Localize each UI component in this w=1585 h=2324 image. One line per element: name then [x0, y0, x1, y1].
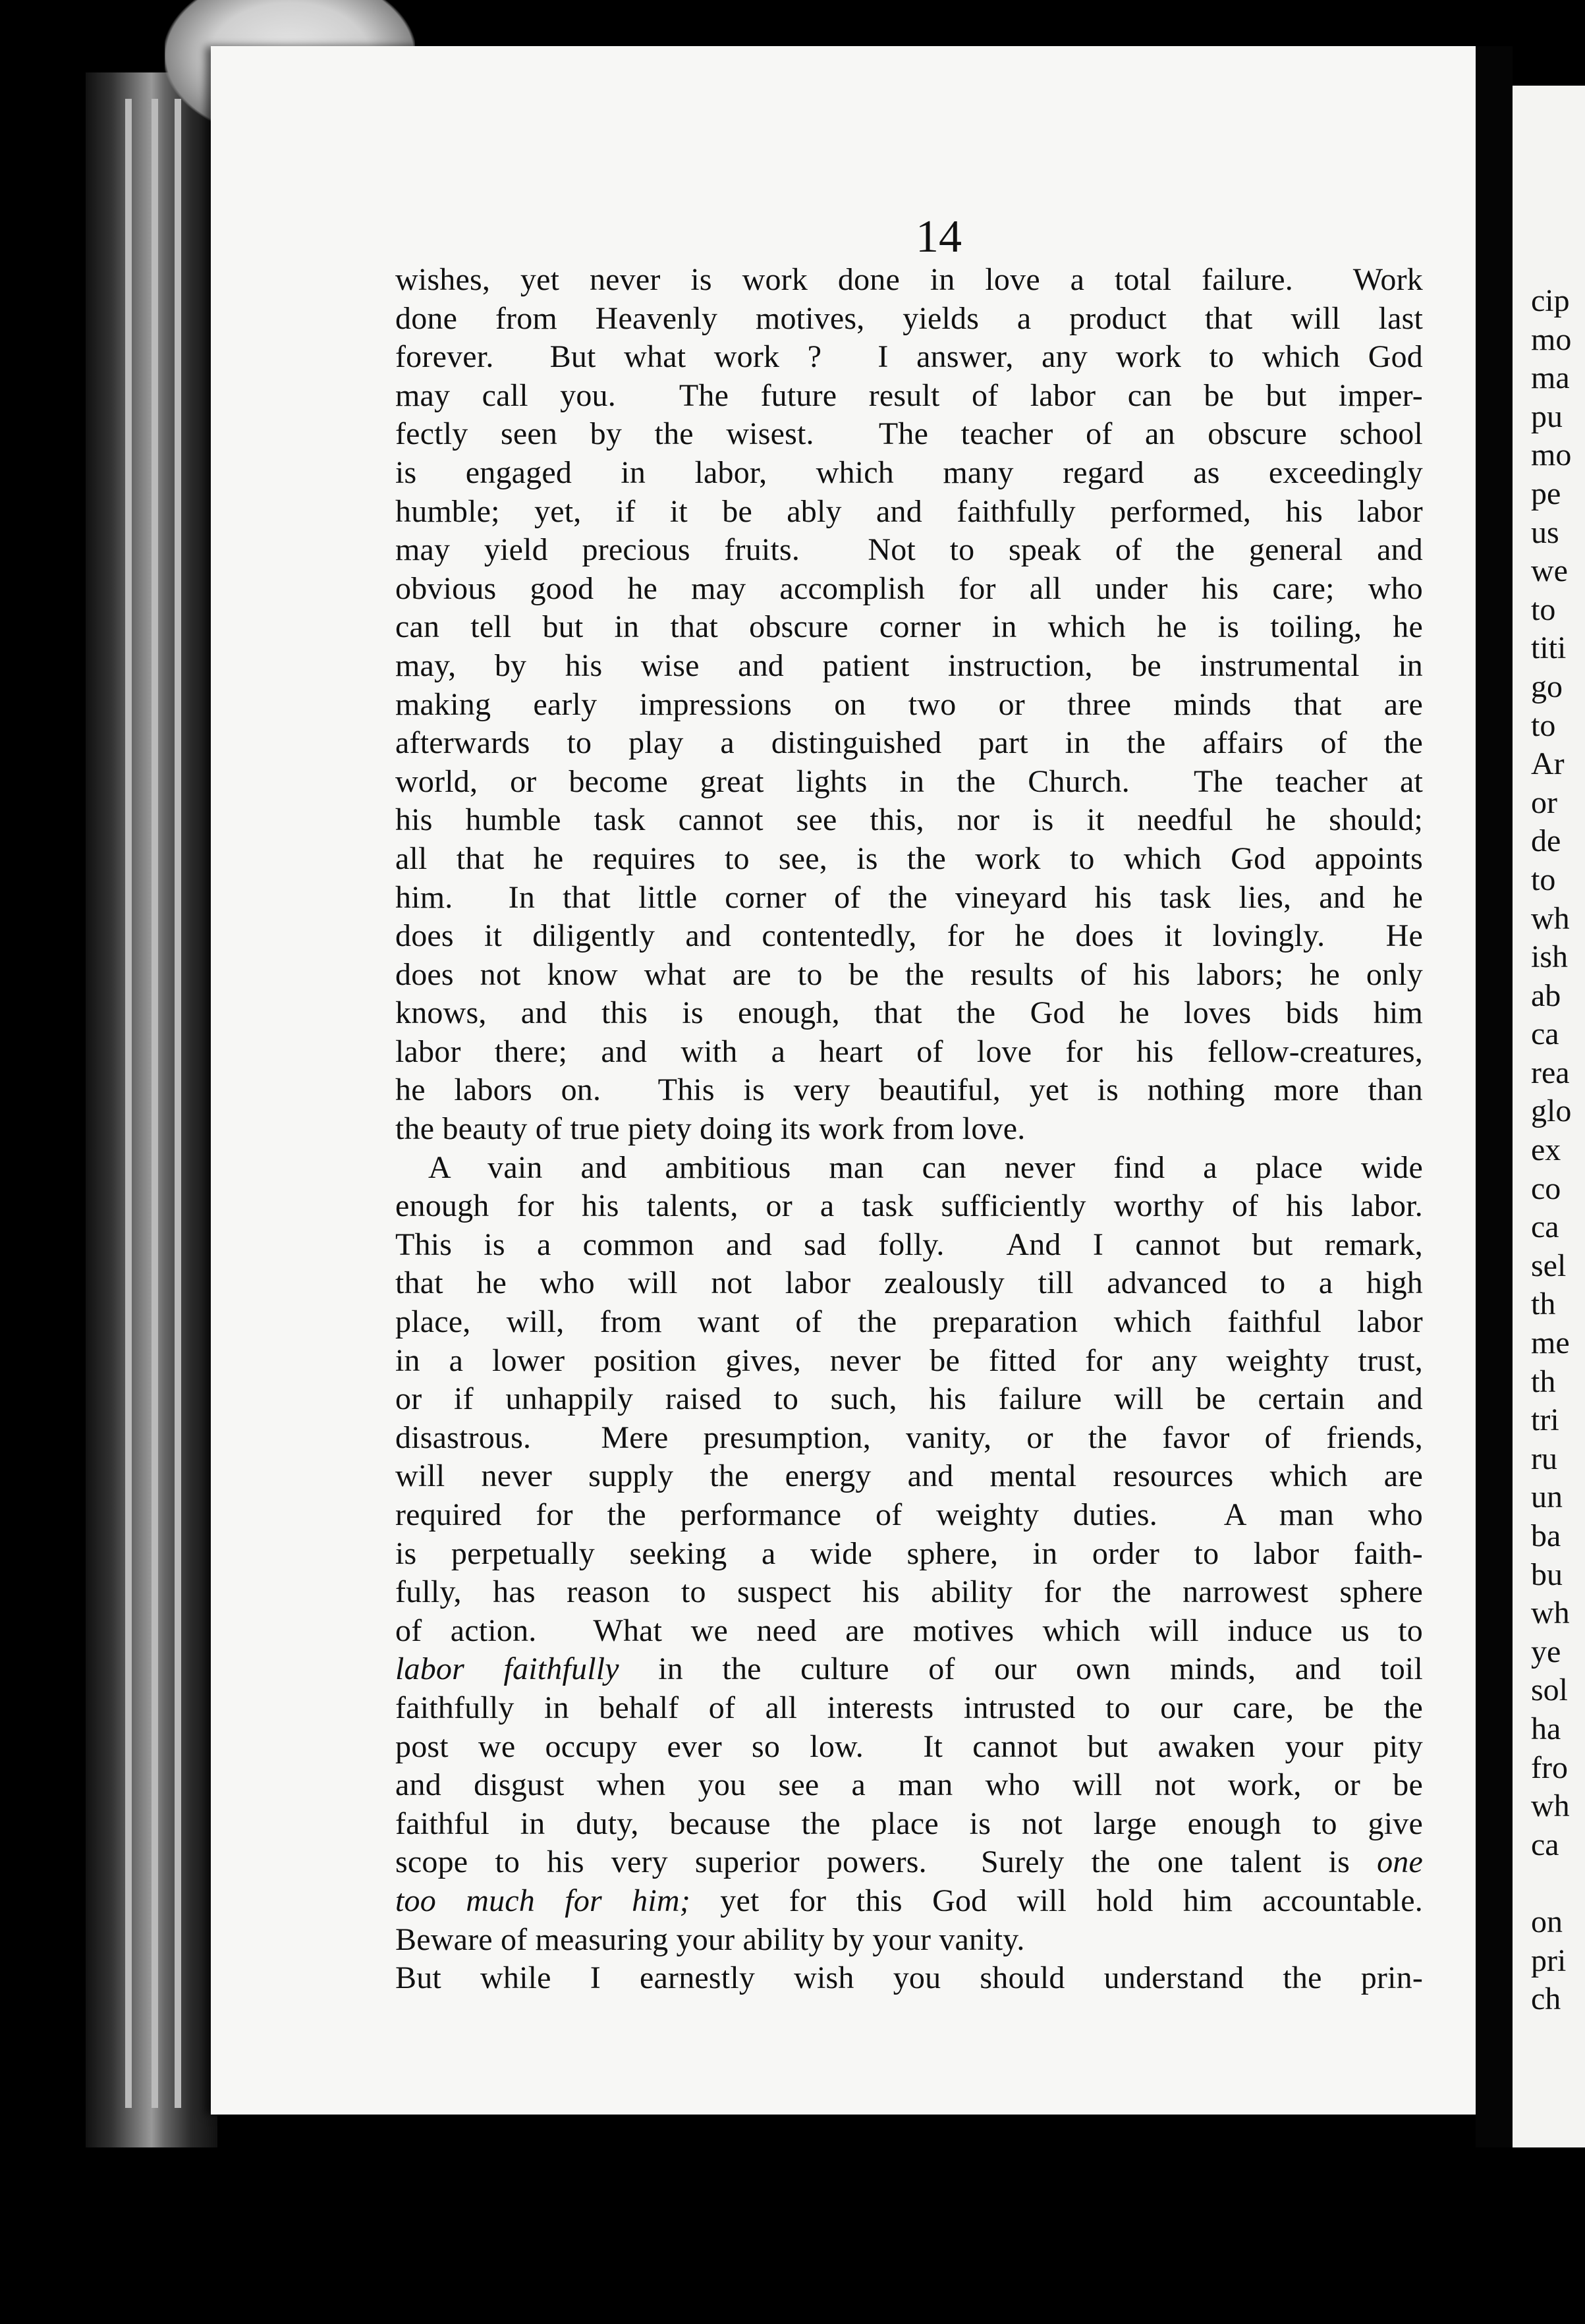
text-line [395, 415, 1423, 454]
facing-page-fragment: un [1531, 1480, 1563, 1515]
line-text: Beware of measuring your ability by your vanity. [395, 1922, 1025, 1957]
line-text: will never supply the energy and mental resources which are [395, 1458, 1423, 1494]
line-text: does it diligently and contentedly, for he does it lovingly. He [395, 918, 1423, 954]
facing-page-fragment: de [1531, 823, 1561, 859]
facing-page-fragment: glo [1531, 1093, 1572, 1129]
text-line [395, 1071, 1423, 1110]
text-line [395, 1303, 1423, 1342]
text-line [395, 1689, 1423, 1728]
facing-page-fragment: rea [1531, 1055, 1570, 1090]
text-line [395, 261, 1423, 300]
text-line [395, 1728, 1423, 1767]
italic-phrase: too much for him; [395, 1883, 690, 1918]
text-line [395, 994, 1423, 1033]
text-line [395, 300, 1423, 339]
line-text: wishes, yet never is work done in love a total failure. Work [395, 262, 1423, 297]
line-text: making early impressions on two or three minds that are [395, 686, 1423, 722]
line-text: forever. But what work ? I answer, any work to which God [395, 339, 1423, 375]
facing-page-fragment: ca [1531, 1016, 1559, 1052]
page-body-text [395, 261, 1423, 1998]
facing-page-fragment: ca [1531, 1827, 1559, 1862]
facing-page-fragment: go [1531, 669, 1563, 704]
line-text: may, by his wise and patient instruction, be instrumental in [395, 648, 1423, 683]
line-text: fectly seen by the wisest. The teacher of an obscure school [395, 416, 1423, 452]
facing-page-fragment: pe [1531, 476, 1561, 511]
line-text: or if unhappily raised to such, his failure will be certain and [395, 1381, 1423, 1417]
line-text: in a lower position gives, never be fitted for any weighty trust, [395, 1342, 1423, 1378]
line-text: afterwards to play a distinguished part in the affairs of the [395, 725, 1423, 761]
line-text: A vain and ambitious man can never find a place wide [428, 1149, 1423, 1185]
facing-page-fragment: co [1531, 1171, 1561, 1206]
facing-page-fragment: to [1531, 707, 1556, 743]
line-text: is engaged in labor, which many regard as exceedingly [395, 455, 1423, 490]
line-text: all that he requires to see, is the work to which God appoints [395, 841, 1423, 876]
facing-page-fragment: ha [1531, 1711, 1561, 1746]
line-text: may call you. The future result of labor can be but imper- [395, 377, 1423, 413]
facing-page-fragment: ab [1531, 978, 1561, 1013]
facing-page-fragment: we [1531, 553, 1568, 589]
line-text: that he who will not labor zealously till advanced to a high [395, 1265, 1423, 1301]
line-text: This is a common and sad folly. And I cannot but remark, [395, 1227, 1423, 1262]
facing-page-fragment: sel [1531, 1248, 1567, 1283]
facing-page-fragment: ma [1531, 360, 1570, 396]
facing-page-fragment: ca [1531, 1209, 1559, 1245]
facing-page-fragment: ye [1531, 1634, 1561, 1669]
text-line [395, 763, 1423, 802]
facing-page-fragment: ish [1531, 939, 1569, 975]
line-text: enough for his talents, or a task sufficiently worthy of his labor. [395, 1188, 1423, 1224]
facing-page-fragment: cip [1531, 283, 1570, 318]
line-text: humble; yet, if it be ably and faithfully performed, his labor [395, 493, 1423, 529]
facing-page-fragment: ba [1531, 1518, 1561, 1553]
page-edge-line [152, 99, 158, 2108]
text-line [395, 570, 1423, 609]
page-number: 14 [916, 211, 962, 262]
text-line [395, 1535, 1423, 1574]
facing-page-fragment: sol [1531, 1673, 1569, 1708]
text-line [395, 377, 1423, 416]
text-line [395, 1766, 1423, 1805]
page-edge-line [175, 99, 181, 2108]
italic-phrase: labor faithfully [395, 1651, 619, 1687]
facing-page-fragment: to [1531, 592, 1556, 627]
line-text: obvious good he may accomplish for all under his care; who [395, 570, 1423, 606]
line-text: can tell but in that obscure corner in which he is toiling, he [395, 609, 1423, 645]
line-text: place, will, from want of the preparation which faithful labor [395, 1304, 1423, 1340]
text-line [395, 917, 1423, 956]
line-text: faithful in duty, because the place is not large enough to give [395, 1806, 1423, 1841]
facing-page-fragment: mo [1531, 321, 1572, 357]
text-line [395, 956, 1423, 995]
text-line [395, 454, 1423, 493]
line-text: yet for this God will hold him accountable. [690, 1883, 1423, 1918]
text-line [395, 1882, 1423, 1921]
text-line [395, 647, 1423, 686]
facing-page-fragment: pri [1531, 1943, 1567, 1978]
line-text: done from Heavenly motives, yields a product that will last [395, 300, 1423, 336]
text-line [395, 1033, 1423, 1072]
text-line [395, 1805, 1423, 1844]
line-text: required for the performance of weighty duties. A man who [395, 1497, 1423, 1532]
facing-page-fragment: mo [1531, 437, 1572, 473]
facing-page-fragment: bu [1531, 1557, 1563, 1592]
text-line [395, 608, 1423, 647]
facing-page-fragment: th [1531, 1286, 1556, 1322]
text-line [395, 1226, 1423, 1265]
text-line [395, 338, 1423, 377]
text-line [395, 1342, 1423, 1381]
facing-page-fragment: tri [1531, 1402, 1559, 1438]
line-text: faithfully in behalf of all interests intrusted to our care, be the [395, 1690, 1423, 1725]
gutter [1476, 46, 1513, 2147]
text-line [395, 531, 1423, 570]
facing-page-fragment: titi [1531, 630, 1567, 666]
line-text: post we occupy ever so low. It cannot but awaken your pity [395, 1729, 1423, 1764]
line-text: But while I earnestly wish you should understand the prin- [395, 1960, 1423, 1996]
line-text: may yield precious fruits. Not to speak of the general and [395, 532, 1423, 568]
text-line [395, 1573, 1423, 1612]
line-text: world, or become great lights in the Church. The teacher at [395, 763, 1423, 799]
facing-page-fragment: wh [1531, 900, 1570, 936]
facing-page-fragment: or [1531, 785, 1557, 820]
text-line [395, 1110, 1423, 1149]
facing-page-text [1531, 282, 1571, 2019]
facing-page-fragment: Ar [1531, 746, 1565, 782]
text-line [395, 840, 1423, 879]
line-text: is perpetually seeking a wide sphere, in order to labor faith- [395, 1536, 1423, 1571]
page-edge-line [125, 99, 132, 2108]
line-text: and disgust when you see a man who will not work, or be [395, 1767, 1423, 1803]
text-line [395, 686, 1423, 725]
line-text: his humble task cannot see this, nor is it needful he should; [395, 802, 1423, 838]
text-line [395, 493, 1423, 532]
text-line [395, 1380, 1423, 1419]
facing-page-fragment: fro [1531, 1750, 1568, 1785]
facing-page-fragment: wh [1531, 1788, 1570, 1824]
line-text: he labors on. This is very beautiful, yet is nothing more than [395, 1072, 1423, 1108]
text-line [395, 1612, 1423, 1651]
facing-page-fragment [1531, 1864, 1571, 1903]
text-line [395, 801, 1423, 840]
line-text: him. In that little corner of the vineyard his task lies, and he [395, 879, 1423, 915]
facing-page-fragment: us [1531, 514, 1559, 550]
line-text: of action. What we need are motives which will induce us to [395, 1613, 1423, 1648]
line-text: scope to his very superior powers. Surely the one talent is [395, 1844, 1377, 1880]
line-text: labor there; and with a heart of love for his fellow-creatures, [395, 1034, 1423, 1069]
text-line [395, 1843, 1423, 1882]
text-line [395, 1187, 1423, 1226]
facing-page-fragment: ru [1531, 1441, 1557, 1476]
line-text: in the culture of our own minds, and toil [619, 1651, 1423, 1687]
facing-page [1513, 86, 1585, 2147]
text-line [395, 724, 1423, 763]
line-text: disastrous. Mere presumption, vanity, or the favor of friends, [395, 1420, 1423, 1455]
facing-page-fragment: ex [1531, 1132, 1561, 1168]
facing-page-fragment: on [1531, 1904, 1563, 1939]
text-line [395, 879, 1423, 918]
line-text: the beauty of true piety doing its work from love. [395, 1111, 1026, 1147]
facing-page-fragment: ch [1531, 1981, 1561, 2017]
italic-phrase: one [1377, 1844, 1423, 1880]
facing-page-fragment: pu [1531, 399, 1563, 434]
text-line [395, 1959, 1423, 1998]
facing-page-fragment: to [1531, 862, 1556, 897]
facing-page-fragment: wh [1531, 1595, 1570, 1631]
text-line [395, 1496, 1423, 1535]
line-text: does not know what are to be the results of his labors; he only [395, 956, 1423, 992]
text-line [395, 1264, 1423, 1303]
text-line [395, 1650, 1423, 1689]
line-text: fully, has reason to suspect his ability for the narrowest sphere [395, 1574, 1423, 1610]
text-line [395, 1419, 1423, 1458]
text-line [395, 1457, 1423, 1496]
line-text: knows, and this is enough, that the God he loves bids him [395, 995, 1423, 1031]
facing-page-fragment: me [1531, 1325, 1570, 1361]
text-line [395, 1921, 1423, 1960]
text-line [395, 1149, 1423, 1188]
facing-page-fragment: th [1531, 1364, 1556, 1399]
